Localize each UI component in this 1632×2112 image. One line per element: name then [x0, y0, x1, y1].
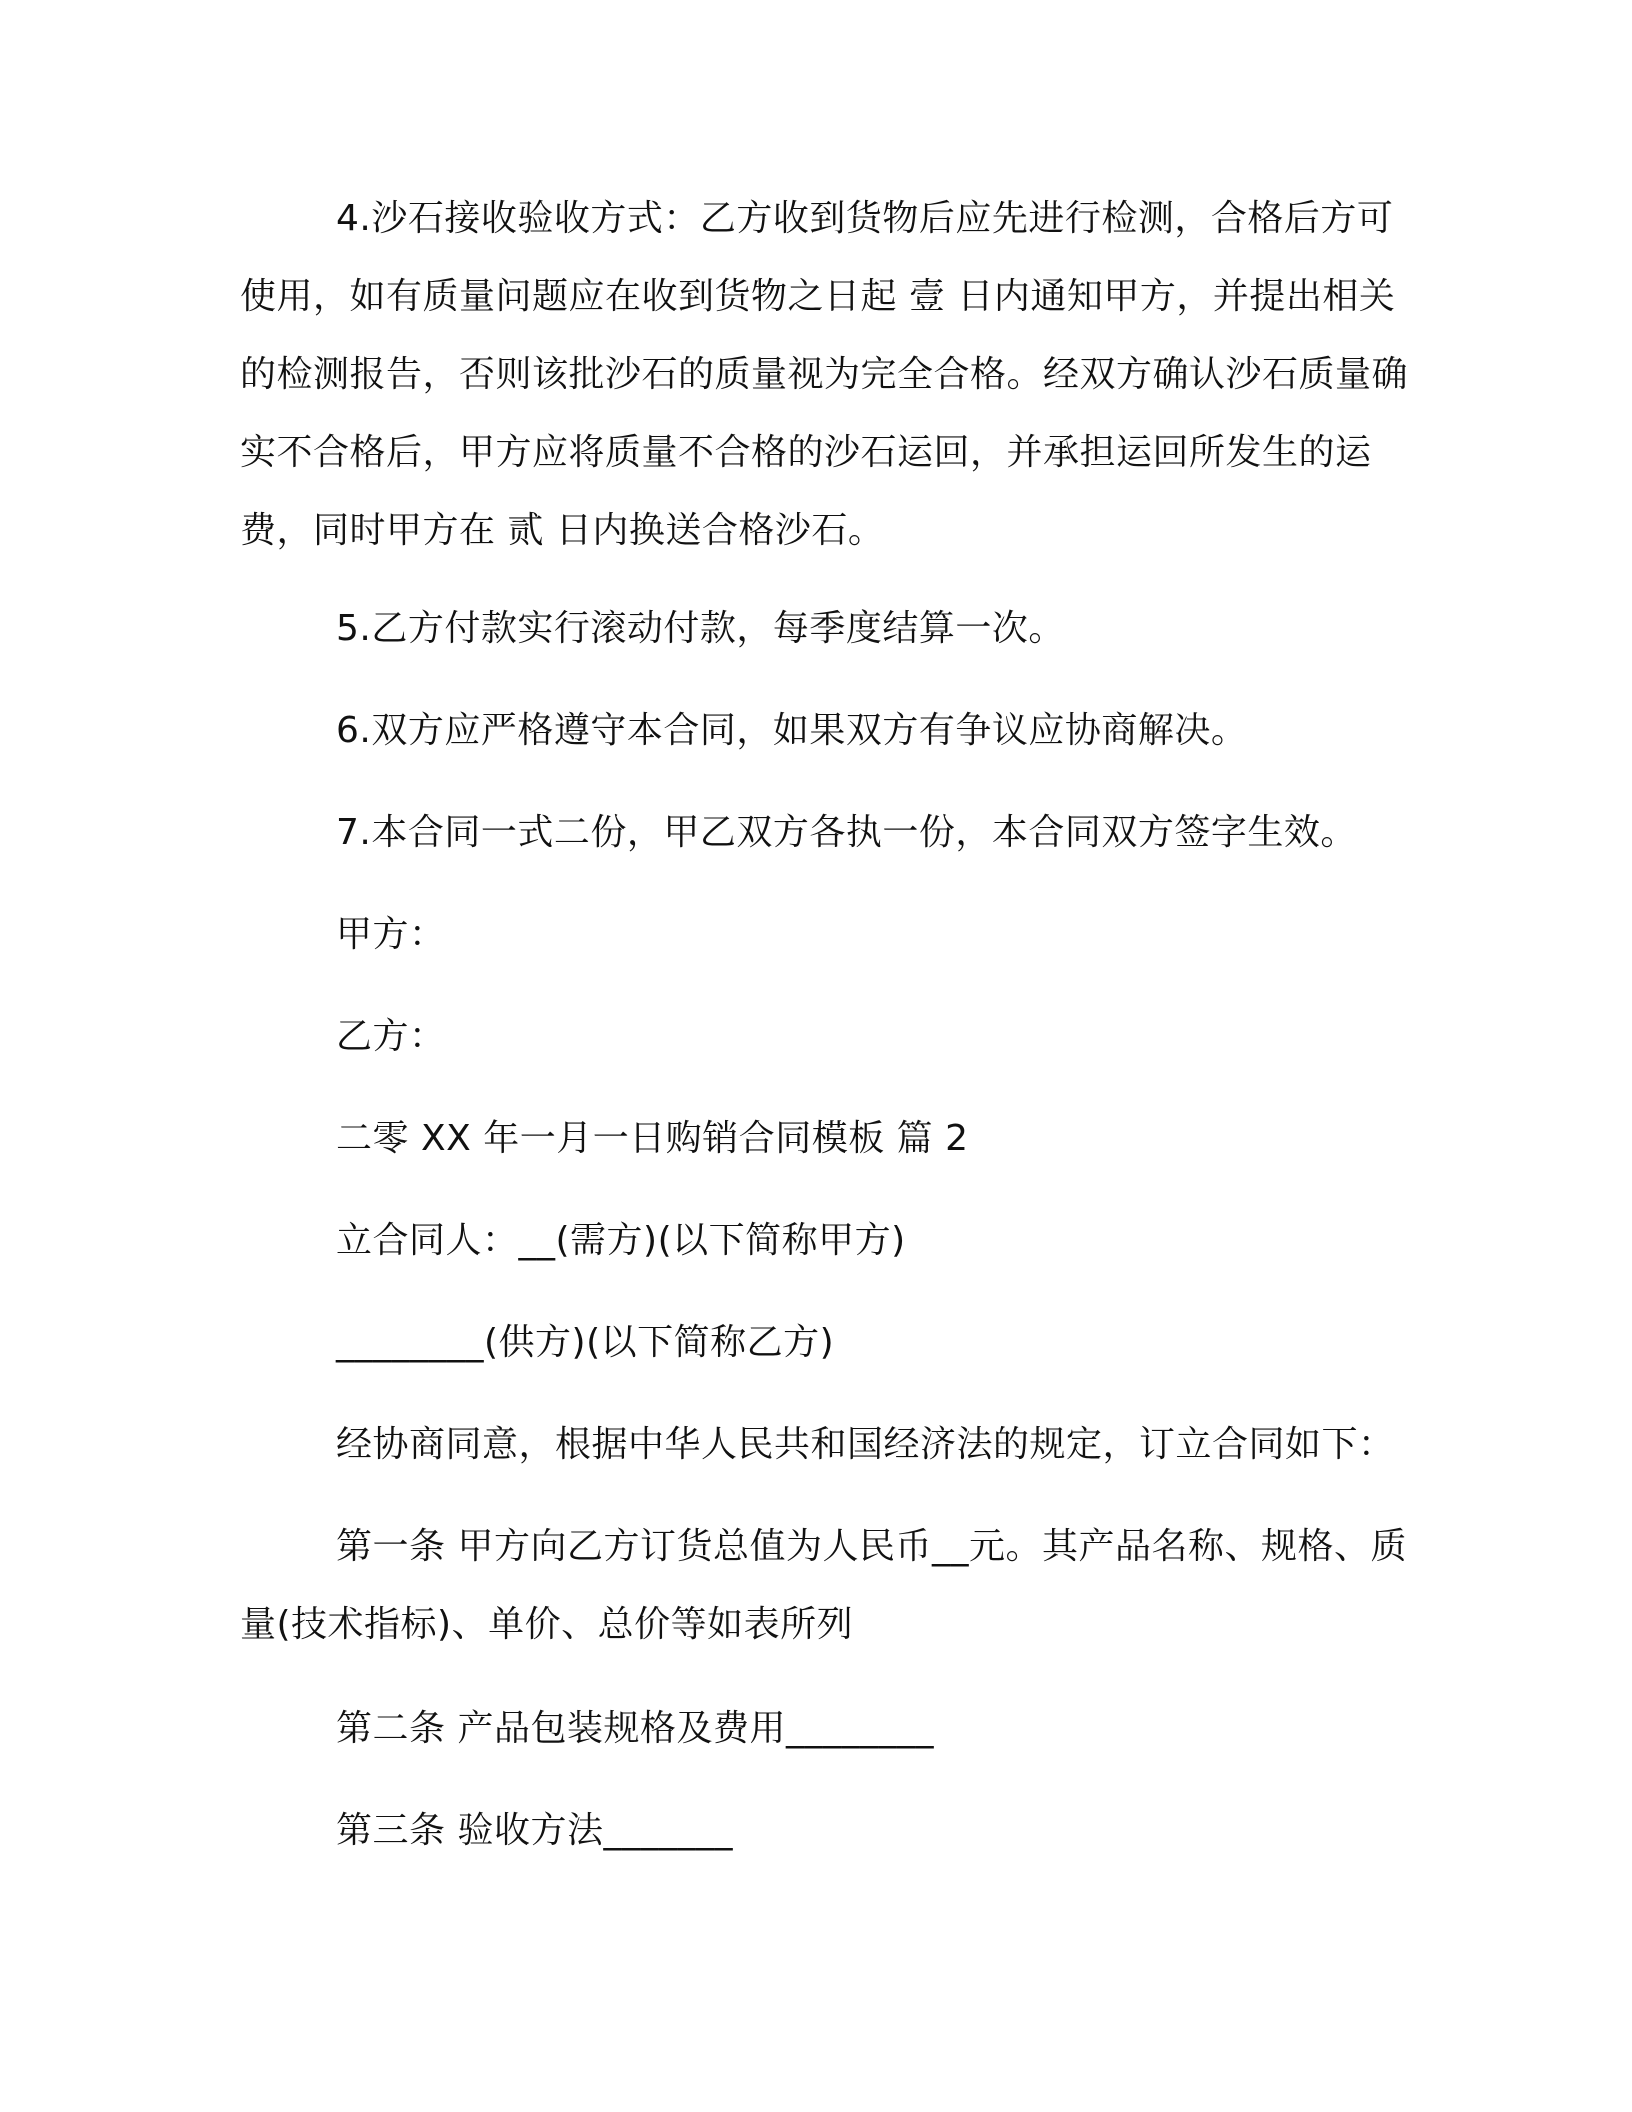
- article-3: 第三条 验收方法_______: [336, 1810, 733, 1851]
- paragraph-payment: 5.乙方付款实行滚动付款，每季度结算一次。: [336, 608, 1065, 649]
- contracting-party-supplier: ________(供方)(以下简称乙方): [336, 1322, 835, 1363]
- paragraph-agreement: 经协商同意，根据中华人民共和国经济法的规定，订立合同如下：: [336, 1424, 1395, 1465]
- paragraph-sand-acceptance: 4.沙石接收验收方式：乙方收到货物后应先进行检测，合格后方可使用，如有质量问题应在收到货物之日起 壹 日内通知甲方，并提出相关的检测报告，否则该批沙石的质量视为完全合格。经双方确认沙石质量确实不合格后，甲方应将质量不合格的沙石运回，并承担运回所发生的运费，同时甲方在 贰 日内换送合格沙石。: [240, 198, 1409, 551]
- party-b-signature: 乙方：: [336, 1016, 446, 1057]
- article-1: 第一条 甲方向乙方订货总值为人民币__元。其产品名称、规格、质量(技术指标)、单价、总价等如表所列: [240, 1526, 1407, 1645]
- paragraph-copies: 7.本合同一式二份，甲乙双方各执一份，本合同双方签字生效。: [336, 812, 1357, 853]
- section-title: 二零 XX 年一月一日购销合同模板 篇 2: [336, 1118, 969, 1159]
- party-a-signature: 甲方：: [336, 914, 446, 955]
- paragraph-dispute: 6.双方应严格遵守本合同，如果双方有争议应协商解决。: [336, 710, 1248, 751]
- article-2: 第二条 产品包装规格及费用________: [336, 1708, 934, 1749]
- contracting-party-buyer: 立合同人：__(需方)(以下简称甲方): [336, 1220, 906, 1261]
